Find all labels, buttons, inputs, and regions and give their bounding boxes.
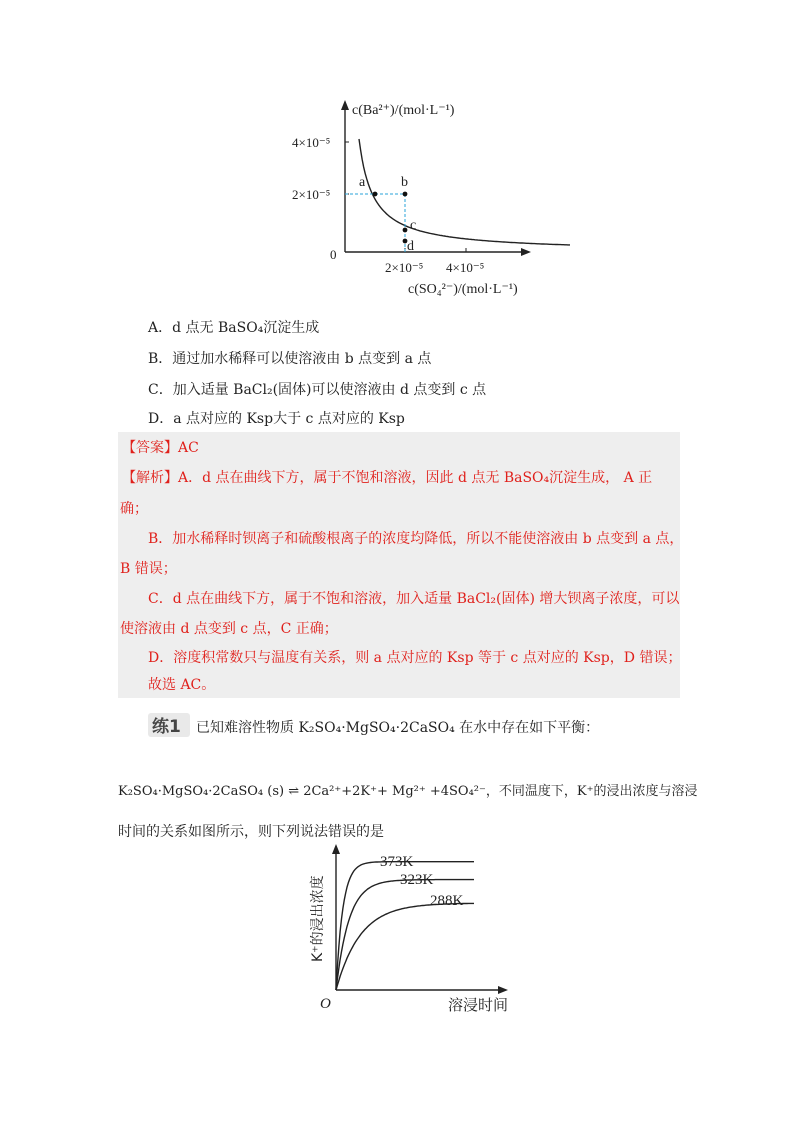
label-323K: 323K — [400, 872, 434, 888]
option-a: A．d 点无 BaSO₄沉淀生成 — [148, 320, 320, 336]
label-b: b — [401, 175, 408, 190]
leaching-curves — [336, 854, 474, 990]
point-b — [403, 192, 408, 197]
label-a: a — [359, 175, 366, 190]
origin-label-2: O — [320, 996, 331, 1012]
answer-line-2: 【解析】A．d 点在曲线下方，属于不饱和溶液，因此 d 点无 BaSO₄沉淀生成， A 正 — [122, 470, 653, 486]
y-axis-2-arrow — [332, 844, 340, 854]
ksp-chart — [280, 90, 570, 305]
point-c — [403, 228, 408, 233]
x-axis-label: c(SO₄²⁻)/(mol·L⁻¹) — [408, 282, 518, 297]
answer-line-6: C．d 点在曲线下方，属于不饱和溶液，加入适量 BaCl₂(固体) 增大钡离子浓度，可以 — [148, 591, 680, 607]
answer-line-9: 故选 AC。 — [148, 677, 216, 693]
y-axis-arrow — [341, 100, 349, 110]
label-c: c — [410, 218, 417, 233]
option-c: C．加入适量 BaCl₂(固体)可以使溶液由 d 点变到 c 点 — [148, 382, 487, 398]
ksp-curve — [359, 139, 570, 246]
x-axis-label-2: 溶浸时间 — [448, 996, 509, 1014]
practice-line-2: 时间的关系如图所示，则下列说法错误的是 — [118, 824, 384, 840]
answer-line-8: D．溶度积常数只与温度有关系，则 a 点对应的 Ksp 等于 c 点对应的 Ksp，D 错误； — [148, 650, 682, 666]
practice-intro: 已知难溶性物质 K₂SO₄·MgSO₄·2CaSO₄ 在水中存在如下平衡： — [196, 720, 600, 736]
answer-line-4: B．加水稀释时钡离子和硫酸根离子的浓度均降低，所以不能使溶液由 b 点变到 a 点， — [148, 531, 684, 547]
label-288K: 288K — [430, 893, 464, 909]
curve-288K — [336, 903, 474, 990]
origin-label: 0 — [330, 247, 337, 262]
answer-box — [118, 432, 684, 698]
option-d: D．a 点对应的 Ksp大于 c 点对应的 Ksp — [148, 411, 405, 427]
y-tick-2: 2×10⁻⁵ — [292, 187, 331, 202]
y-axis-label-2: K⁺的浸出浓度 — [310, 875, 326, 962]
x-tick-2: 2×10⁻⁵ — [385, 260, 424, 275]
practice-badge-text: 练1 — [152, 717, 181, 737]
answer-line-1: 【答案】AC — [122, 440, 199, 456]
answer-line-5: B 错误； — [120, 561, 177, 577]
option-b: B．通过加水稀释可以使溶液由 b 点变到 a 点 — [148, 351, 432, 367]
x-tick-4: 4×10⁻⁵ — [446, 260, 485, 275]
x-axis-2-arrow — [498, 986, 508, 994]
answer-line-3: 确； — [120, 501, 148, 517]
label-373K: 373K — [380, 854, 414, 870]
answer-line-7: 使溶液由 d 点变到 c 点，C 正确； — [120, 621, 338, 637]
equation-line: K₂SO₄·MgSO₄·2CaSO₄ (s) ⇌ 2Ca²⁺+2K⁺+ Mg²⁺ +4SO₄²⁻，不同温度下，K⁺的浸出浓度与溶浸 — [118, 784, 698, 799]
point-a — [373, 192, 378, 197]
y-tick-4: 4×10⁻⁵ — [292, 135, 331, 150]
y-axis-label: c(Ba²⁺)/(mol·L⁻¹) — [352, 103, 455, 118]
label-d: d — [407, 239, 414, 254]
practice-badge — [148, 713, 190, 737]
x-axis-arrow — [521, 248, 531, 256]
leaching-chart — [300, 840, 530, 1020]
